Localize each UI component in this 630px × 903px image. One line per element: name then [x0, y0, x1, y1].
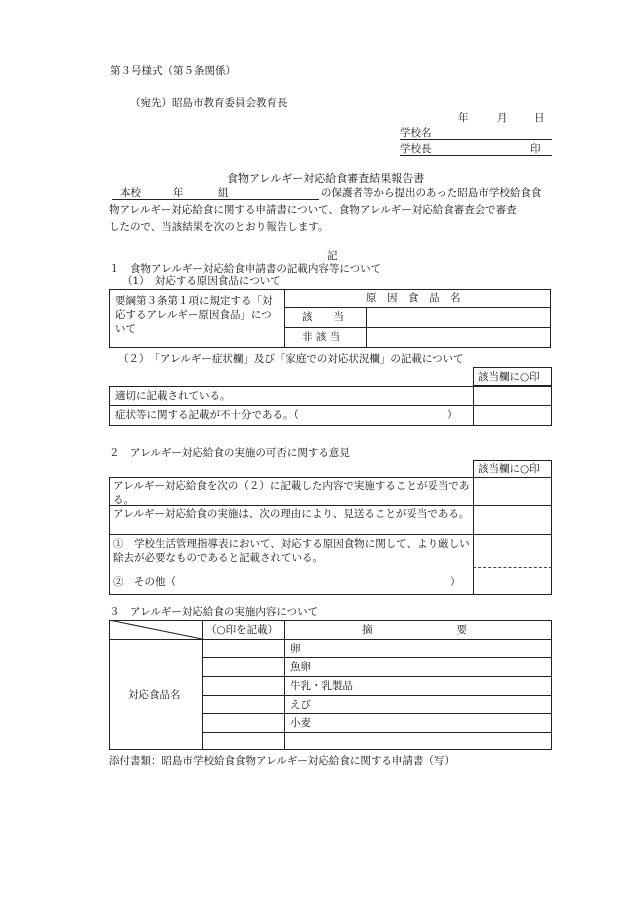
cause-food-applicable: 該 当: [302, 311, 344, 323]
food-wheat: 小麦: [290, 717, 311, 729]
date-month: 月: [497, 112, 508, 124]
food-egg: 卵: [290, 643, 301, 655]
section2-heading: ２ アレルギー対応給食の実施の可否に関する意見: [109, 447, 350, 459]
opinion-reason-1: ① 学校生活管理指導表において、対応する原因食物に関して、より厳しい除去が必要なものであると記載されている。: [113, 538, 470, 565]
principal-label: 学校長: [400, 143, 432, 155]
opinion-reason-2: ② その他（: [113, 576, 176, 588]
symptom-row-insufficient-close: ）: [447, 409, 458, 421]
symptom-check-header: 該当欄に○印: [478, 371, 540, 383]
date-day: 日: [534, 112, 545, 124]
addressee: （宛先）昭島市教育委員会教育長: [130, 97, 288, 109]
cause-food-not-applicable: 非 該 当: [302, 331, 341, 343]
opinion-row-approve: アレルギー対応給食を次の（２）に記載した内容で実施することが妥当である。: [113, 480, 470, 507]
cause-food-left-label: 要綱第３条第１項に規定する「対応するアレルギー原因食品」について: [115, 295, 273, 336]
symptom-row-insufficient: 症状等に関する記載が不十分である。（: [115, 409, 299, 421]
school-name-label: 学校名: [400, 127, 432, 139]
report-title: 食物アレルギー対応給食審査結果報告書: [227, 172, 425, 185]
intro-line1: の保護者等から提出のあった昭島市学校給食食: [321, 187, 542, 199]
intro-grade: 年: [173, 187, 184, 199]
attachment-note: 添付書類：昭島市学校給食食物アレルギー対応給食に関する申請書（写）: [109, 755, 455, 767]
cause-food-header: 原 因 食 品 名: [366, 292, 461, 304]
seal-mark: 印: [530, 143, 541, 155]
section1-heading: １ 食物アレルギー対応給食申請書の記載内容等について: [109, 263, 382, 275]
form-number: 第３号様式（第５条関係）: [110, 65, 236, 77]
ki-mark: 記: [327, 250, 338, 262]
school-name-line: [400, 139, 552, 140]
principal-line: [400, 155, 552, 156]
food-milk: 牛乳・乳製品: [290, 680, 353, 692]
intro-line3: したので、当該結果を次のとおり報告します。: [109, 221, 329, 233]
col-summary-header: 摘 要: [362, 624, 467, 636]
section3-heading: ３ アレルギー対応給食の実施内容について: [109, 606, 319, 618]
intro-line2: 物アレルギー対応給食に関する申請書について、食物アレルギー対応給食審査会で審査: [109, 204, 517, 216]
opinion-row-postpone: アレルギー対応給食の実施は、次の理由により、見送ることが妥当である。: [113, 508, 470, 520]
food-shrimp: えび: [290, 699, 311, 711]
intro-underline: [112, 199, 319, 200]
opinion-check-header: 該当欄に○印: [478, 463, 540, 475]
diagonal-header-cell: [109, 620, 202, 639]
section1-sub1-heading: （1） 対応する原因食品について: [122, 275, 281, 287]
symptom-row-adequate: 適切に記載されている。: [115, 390, 231, 402]
opinion-reason-2-close: ）: [450, 576, 461, 588]
col-mark-header: （○印を記載）: [206, 624, 279, 636]
date-year: 年: [458, 112, 469, 124]
intro-class: 組: [218, 187, 229, 199]
section1-sub2-heading: （２） 「アレルギー症状欄」及び「家庭での対応状況欄」の記載について: [118, 353, 464, 365]
intro-school: 本校: [120, 187, 141, 199]
food-row-label: 対応食品名: [128, 689, 181, 701]
food-fish-roe: 魚卵: [290, 661, 311, 673]
